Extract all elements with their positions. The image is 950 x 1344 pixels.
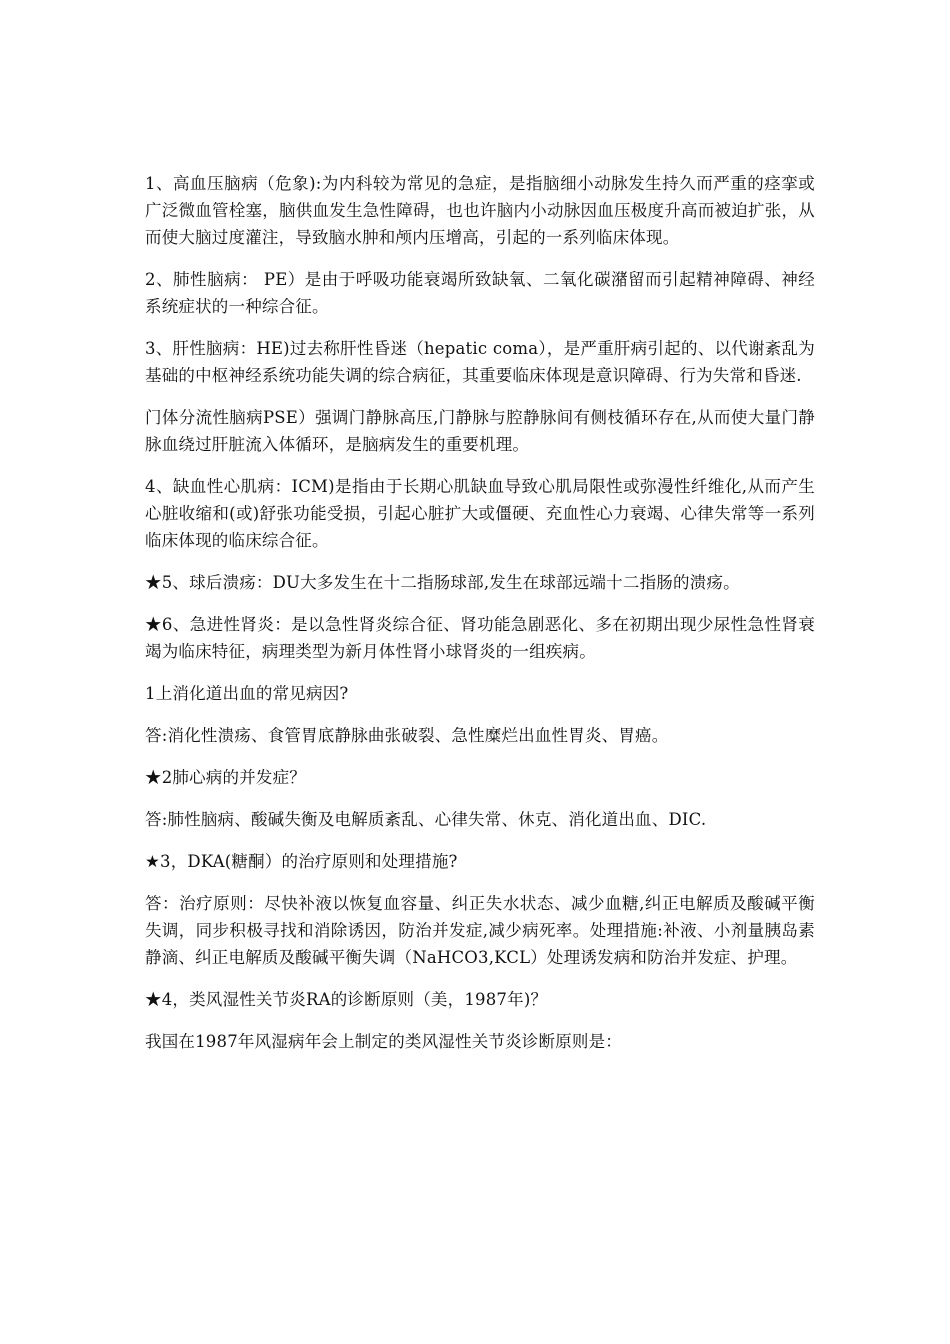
- paragraph-pulmonary-encephalopathy: 2、肺性脑病： PE）是由于呼吸功能衰竭所致缺氧、二氧化碳潴留而引起精神障碍、神经系统症状的一种综合征。: [145, 270, 815, 316]
- question-ra-diagnosis: ★4，类风湿性关节炎RA的诊断原则（美，1987年)？: [145, 990, 548, 1009]
- paragraph-postbulbar-ulcer: ★5、球后溃疡：DU大多发生在十二指肠球部,发生在球部远端十二指肠的溃疡。: [145, 573, 740, 592]
- paragraph-rapidly-progressive-nephritis: ★6、急进性肾炎：是以急性肾炎综合征、肾功能急剧恶化、多在初期出现少尿性急性肾衰竭为临床特征，病理类型为新月体性肾小球肾炎的一组疾病。: [145, 615, 815, 661]
- document-body: [145, 170, 815, 1070]
- question-upper-gi-bleeding: 1上消化道出血的常见病因?: [145, 684, 349, 703]
- paragraph-hypertensive-encephalopathy: 1、高血压脑病（危象):为内科较为常见的急症，是指脑细小动脉发生持久而严重的痉挛或广泛微血管栓塞，脑供血发生急性障碍，也也许脑内小动脉因血压极度升高而被迫扩张，从而使大脑过度灌注，导致脑水肿和颅内压增高，引起的一系列临床体现。: [145, 174, 815, 247]
- paragraph-hepatic-encephalopathy: 3、肝性脑病：HE)过去称肝性昏迷（hepatic coma），是严重肝病引起的、以代谢紊乱为基础的中枢神经系统功能失调的综合病征，其重要临床体现是意识障碍、行为失常和昏迷.: [145, 339, 815, 385]
- answer-cor-pulmonale-complications: 答:肺性脑病、酸碱失衡及电解质紊乱、心律失常、休克、消化道出血、DIC.: [145, 810, 707, 829]
- answer-dka-treatment: 答：治疗原则：尽快补液以恢复血容量、纠正失水状态、减少血糖,纠正电解质及酸碱平衡失调，同步积极寻找和消除诱因，防治并发症,减少病死率。处理措施:补液、小剂量胰岛素静滴、纠正电解质及酸碱平衡失调（NaHCO3,KCL）处理诱发病和防治并发症、护理。: [145, 894, 815, 967]
- paragraph-portosystemic-encephalopathy: 门体分流性脑病PSE）强调门静脉高压,门静脉与腔静脉间有侧枝循环存在,从而使大量门静脉血绕过肝脏流入体循环，是脑病发生的重要机理。: [145, 408, 815, 454]
- answer-ra-diagnosis-intro: 我国在1987年风湿病年会上制定的类风湿性关节炎诊断原则是：: [145, 1032, 622, 1051]
- paragraph-ischemic-cardiomyopathy: 4、缺血性心肌病：ICM)是指由于长期心肌缺血导致心肌局限性或弥漫性纤维化,从而产生心脏收缩和(或)舒张功能受损，引起心脏扩大或僵硬、充血性心力衰竭、心律失常等一系列临床体现的临床综合征。: [145, 477, 815, 550]
- question-cor-pulmonale-complications: ★2肺心病的并发症？: [145, 768, 306, 787]
- question-dka-treatment: ★3，DKA(糖酮）的治疗原则和处理措施?: [145, 852, 458, 871]
- answer-upper-gi-bleeding: 答:消化性溃疡、食管胃底静脉曲张破裂、急性糜烂出血性胃炎、胃癌。: [145, 726, 669, 745]
